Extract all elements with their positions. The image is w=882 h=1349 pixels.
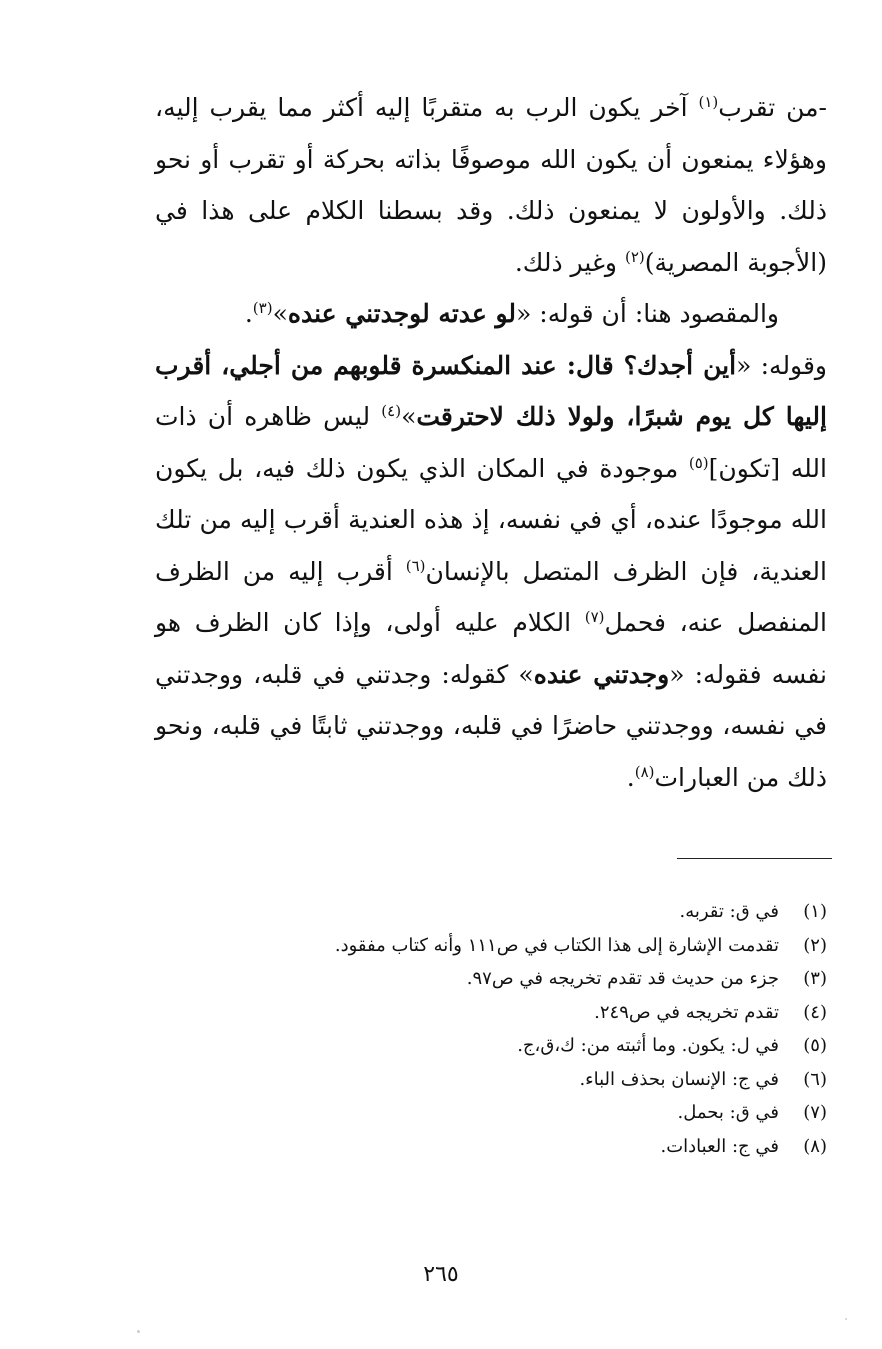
p3-text-5: أقرب إليه من الظرف المنفصل عنه، فحمل	[155, 556, 827, 637]
p2-text-1: والمقصود هنا: أن قوله: «	[516, 299, 779, 328]
footnote-text: في ج: العبادات.	[660, 1135, 779, 1157]
footnote-ref-6: (٦)	[405, 556, 426, 575]
footnote-text: في ج: الإنسان بحذف الباء.	[579, 1068, 779, 1090]
footnote-number: (٢)	[803, 934, 827, 956]
p3-text-3: ليس ظاهره أن ذات الله [تكون]	[155, 402, 827, 483]
paragraph-2	[155, 288, 827, 340]
hadith-quote-2: أين أجدك؟ قال: عند المنكسرة قلوبهم من أجلي، أقرب إليها كل يوم شبرًا، ولولا ذلك لاحترقت	[155, 350, 827, 431]
footnote-item	[60, 1130, 827, 1164]
footnote-ref-2: (٢)	[624, 247, 645, 266]
footnote-text: جزء من حديث قد تقدم تخريجه في ص٩٧.	[466, 968, 779, 989]
hadith-quote-1: لو عدته لوجدتني عنده	[287, 299, 517, 328]
p1-text-2: آخر يكون الرب به متقربًا إليه أكثر مما يقرب إليه، وهؤلاء يمنعون أن يكون الله موصوفًا بذاته بحركة أو تقرب أو نحو ذلك. والأولون لا يمنعون ذلك. وقد بسطنا الكلام على هذا في (الأجوبة المصرية)	[155, 93, 827, 277]
footnote-number: (٤)	[803, 1001, 827, 1023]
footnotes-list	[60, 895, 827, 1163]
footnote-text: تقدم تخريجه في ص٢٤٩.	[594, 1001, 779, 1023]
footnote-number: (٣)	[803, 968, 827, 989]
footnote-ref-8: (٨)	[634, 762, 655, 781]
paragraph-3	[155, 340, 827, 804]
footnote-number: (٨)	[803, 1135, 827, 1157]
footnote-ref-5: (٥)	[688, 453, 709, 472]
footnote-item	[60, 895, 827, 929]
footnote-number: (٥)	[803, 1035, 827, 1056]
p1-text-3: وغير ذلك.	[514, 247, 625, 277]
footnote-item	[60, 1029, 827, 1063]
footnote-ref-7: (٧)	[584, 608, 605, 626]
footnote-separator	[677, 858, 832, 859]
p3-text-6: الكلام عليه أولى، وإذا كان الظرف هو نفسه فقوله: «	[155, 608, 827, 689]
footnote-item	[60, 929, 827, 963]
footnote-text: في ق: تقربه.	[679, 901, 779, 922]
paragraph-1	[155, 82, 827, 288]
footnote-item	[60, 1096, 827, 1130]
p3-text-8: .	[626, 762, 635, 792]
footnote-ref-1: (١)	[698, 93, 719, 111]
page-number: ٢٦٥	[423, 1262, 459, 1287]
footnote-ref-3: (٣)	[252, 299, 273, 317]
p2-text-2: »	[272, 299, 288, 328]
footnote-text: في ق: بحمل.	[677, 1102, 779, 1123]
p3-text-7: » كقوله: وجدتني في قلبه، ووجدتني في نفسه، ووجدتني حاضرًا في قلبه، ووجدتني ثابتًا في قلبه، ونحو ذلك من العبارات	[155, 659, 827, 792]
footnote-number: (١)	[803, 901, 827, 922]
scan-speck-mark	[137, 1330, 140, 1333]
scan-speck-mark	[845, 1318, 847, 1320]
p3-text-4: موجودة في المكان الذي يكون ذلك فيه، بل يكون الله موجودًا عنده، أي في نفسه، إذ هذه العندية أقرب إليه من تلك العندية، فإن الظرف المتصل بالإنسان	[155, 453, 827, 586]
footnote-number: (٧)	[803, 1102, 827, 1123]
hadith-quote-3: وجدتني عنده	[533, 659, 670, 689]
p1-text-1: -من تقرب	[718, 93, 828, 122]
footnote-text: في ل: يكون. وما أثبته من: ك،ق،ج.	[517, 1035, 779, 1056]
p2-text-3: .	[244, 299, 253, 328]
footnote-text: تقدمت الإشارة إلى هذا الكتاب في ص١١١ وأنه كتاب مفقود.	[334, 934, 779, 956]
p3-text-2: »	[401, 402, 417, 431]
footnote-item	[60, 996, 827, 1030]
footnote-item	[60, 1063, 827, 1097]
footnote-ref-4: (٤)	[381, 402, 402, 420]
p3-text-1: وقوله: «	[736, 350, 827, 380]
footnote-item	[60, 962, 827, 996]
main-text-block	[155, 82, 827, 803]
footnote-number: (٦)	[803, 1068, 827, 1090]
